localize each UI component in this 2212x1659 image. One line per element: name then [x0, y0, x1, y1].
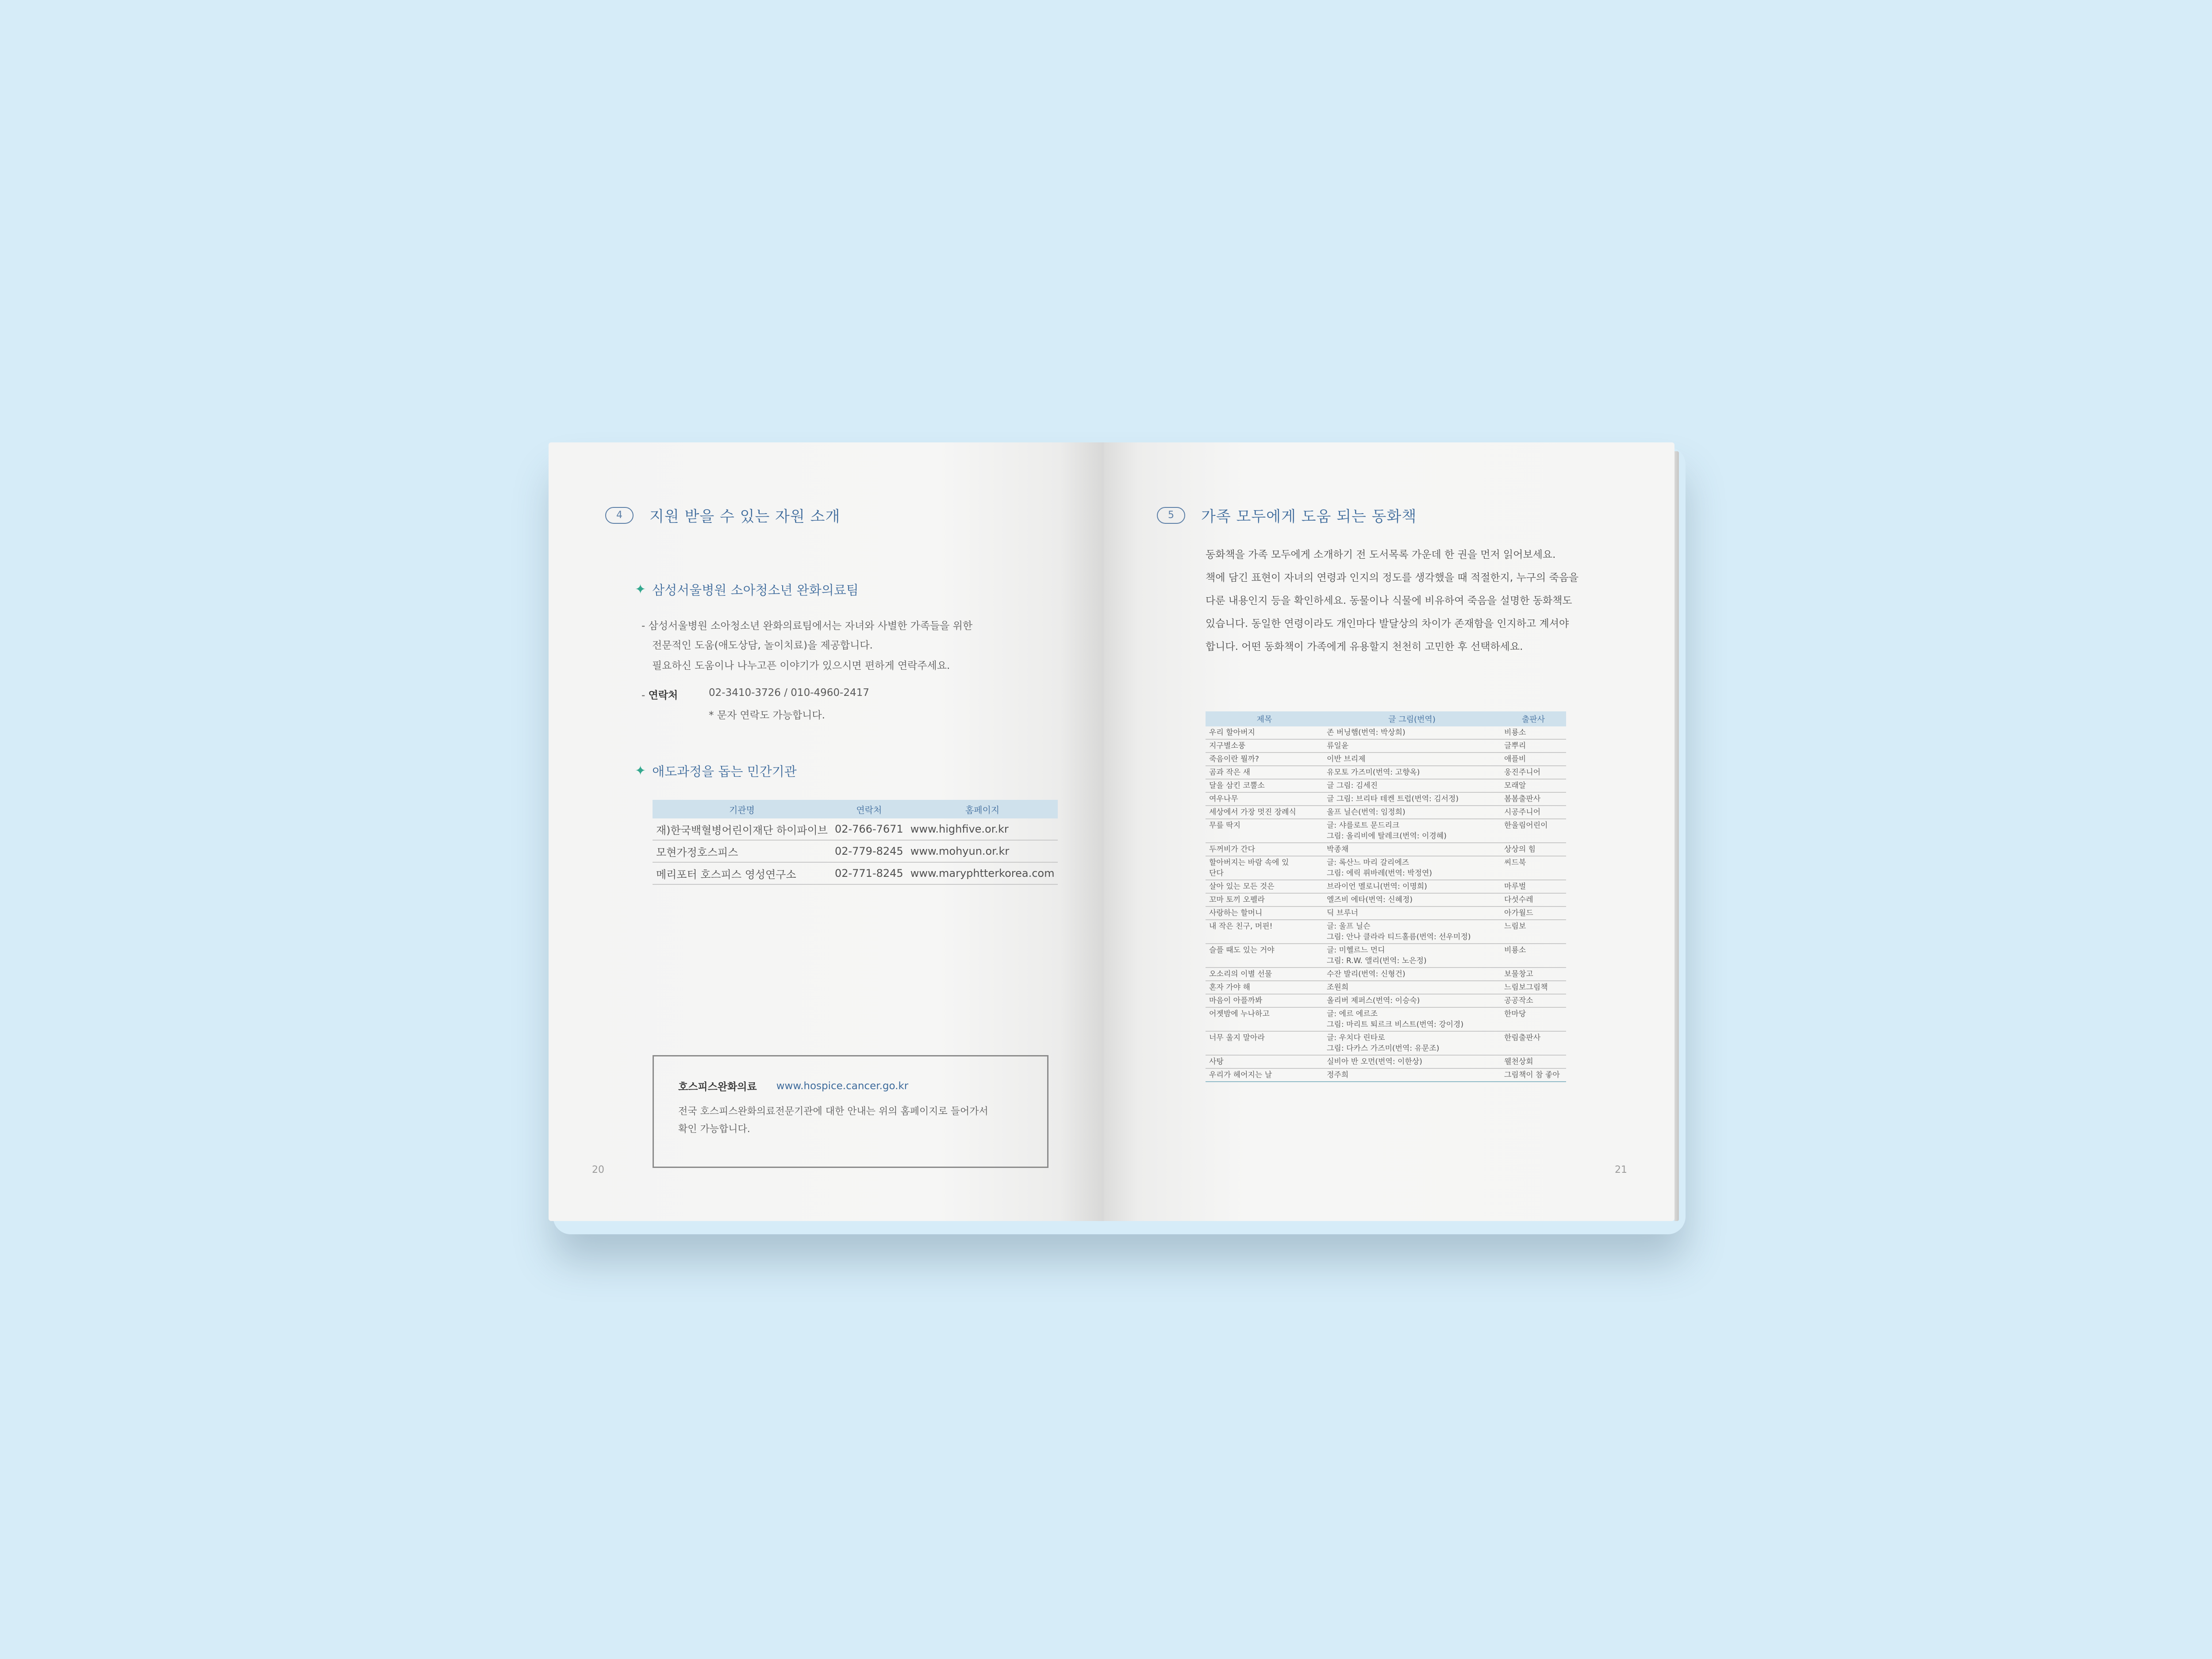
column-header: 출판사 [1501, 711, 1566, 726]
book-author: 존 버닝햄(번역: 박상희) [1323, 726, 1501, 739]
book-author: 실비아 반 오먼(번역: 이한상) [1323, 1055, 1501, 1068]
section-title: 가족 모두에게 도움 되는 동화책 [1201, 508, 1417, 526]
subsection-title: 애도과정을 돕는 민간기관 [652, 764, 797, 779]
column-header: 기관명 [653, 800, 831, 818]
plus-icon: ✦ [635, 582, 646, 597]
table-row [1206, 920, 1566, 944]
book-author: 브라이언 멜로니(번역: 이명희) [1323, 880, 1501, 893]
description-line: 필요하신 도움이나 나누고픈 이야기가 있으시면 편하게 연락주세요. [652, 660, 950, 672]
book-title: 달을 삼킨 코뿔소 [1206, 779, 1323, 792]
book-author: 글: 우치다 린타로 그림: 다카스 가즈미(번역: 유문조) [1323, 1031, 1501, 1055]
intro-paragraph [1206, 543, 1613, 658]
book-title: 내 작은 친구, 머핀! [1206, 920, 1323, 944]
book-author: 울프 닐슨(번역: 임정희) [1323, 806, 1501, 819]
column-header: 글 그림(번역) [1323, 711, 1501, 726]
book-publisher: 시공주니어 [1501, 806, 1566, 819]
table-header-row [1206, 711, 1566, 726]
book-author: 딕 브루너 [1323, 906, 1501, 920]
book-publisher: 상상의 힘 [1501, 843, 1566, 856]
book-publisher: 한울림어린이 [1501, 819, 1566, 843]
dash: - [641, 690, 649, 701]
book-author: 글: 록산느 마리 갈리에즈 그림: 에릭 퓌바레(번역: 박정연) [1323, 856, 1501, 880]
book-title: 마음이 아플까봐 [1206, 994, 1323, 1007]
table-row [1206, 753, 1566, 766]
book-publisher: 느림보 [1501, 920, 1566, 944]
book-author: 수잔 발리(번역: 신형건) [1323, 968, 1501, 981]
hospice-info-box [653, 1055, 1048, 1168]
book-author: 이반 브리제 [1323, 753, 1501, 766]
table-row [1206, 981, 1566, 994]
agency-phone: 02-779-8245 [831, 840, 907, 862]
book-title: 어젯밤에 누나하고 [1206, 1007, 1323, 1031]
contact-note: * 문자 연락도 가능합니다. [709, 710, 825, 721]
intro-line: 다룬 내용인지 등을 확인하세요. 동물이나 식물에 비유하여 죽음을 설명한 동화책도 [1206, 595, 1572, 607]
intro-line: 동화책을 가족 모두에게 소개하기 전 도서목록 가운데 한 권을 먼저 읽어보세요. [1206, 549, 1556, 561]
description-line: 전문적인 도움(애도상담, 놀이치료)을 제공합니다. [652, 640, 873, 651]
book-publisher: 모래알 [1501, 779, 1566, 792]
book-title: 슬플 때도 있는 거야 [1206, 944, 1323, 968]
table-row [653, 818, 1058, 840]
book-author: 정주희 [1323, 1068, 1501, 1082]
book-title: 곰과 작은 새 [1206, 766, 1323, 779]
table-row [1206, 1031, 1566, 1055]
table-row [1206, 766, 1566, 779]
agency-website: www.mohyun.or.kr [907, 840, 1058, 862]
book-publisher: 공공작소 [1501, 994, 1566, 1007]
section-4-header [605, 504, 840, 526]
table-row [1206, 880, 1566, 893]
books-table-body [1206, 726, 1566, 1082]
book-author: 박종채 [1323, 843, 1501, 856]
book-title: 우리가 헤어지는 날 [1206, 1068, 1323, 1082]
book-publisher: 웅진주니어 [1501, 766, 1566, 779]
description-line: - 삼성서울병원 소아청소년 완화의료팀에서는 자녀와 사별한 가족들을 위한 [641, 620, 973, 632]
book-author: 글: 울프 닐슨 그림: 안나 클라라 티드홀름(번역: 선우미정) [1323, 920, 1501, 944]
agency-name: 재)한국백혈병어린이재단 하이파이브 [653, 818, 831, 840]
intro-line: 합니다. 어떤 동화책이 가족에게 유용할지 천천히 고민한 후 선택하세요. [1206, 641, 1523, 653]
book-title: 꼬마 토끼 오펠라 [1206, 893, 1323, 906]
book-publisher: 느림보그림책 [1501, 981, 1566, 994]
book-author: 글: 에르 에르조 그림: 마리트 퇴르크 비스트(번역: 강이경) [1323, 1007, 1501, 1031]
info-box-description [678, 1103, 1023, 1138]
book-publisher: 다섯수레 [1501, 893, 1566, 906]
books-table [1206, 711, 1566, 1082]
column-header: 연락처 [831, 800, 907, 818]
book-title: 혼자 가야 해 [1206, 981, 1323, 994]
contact-label: 연락처 [648, 690, 678, 701]
section-title: 지원 받을 수 있는 자원 소개 [649, 508, 841, 526]
table-row [1206, 856, 1566, 880]
table-row [1206, 1068, 1566, 1082]
book-publisher: 글뿌리 [1501, 739, 1566, 753]
table-row [1206, 843, 1566, 856]
book-title: 지구별소풍 [1206, 739, 1323, 753]
intro-line: 책에 담긴 표현이 자녀의 연령과 인지의 정도를 생각했을 때 적절한지, 누구의 죽음을 [1206, 572, 1579, 584]
agencies-table [653, 800, 1058, 885]
table-row [1206, 994, 1566, 1007]
book-title: 사탕 [1206, 1055, 1323, 1068]
agency-phone: 02-771-8245 [831, 862, 907, 884]
section-number-badge: 5 [1157, 507, 1185, 524]
section-number-badge: 4 [605, 507, 634, 524]
book-publisher: 그림책이 참 좋아 [1501, 1068, 1566, 1082]
book-author: 글 그림: 브리타 테켄 트럽(번역: 김서정) [1323, 792, 1501, 806]
subsection-agencies-header [635, 762, 797, 780]
page-number: 21 [1615, 1164, 1627, 1175]
column-header: 홈페이지 [907, 800, 1058, 818]
book-author: 조원희 [1323, 981, 1501, 994]
plus-icon: ✦ [635, 763, 646, 779]
hospice-url: www.hospice.cancer.go.kr [776, 1080, 909, 1092]
book-title: 오소리의 이별 선물 [1206, 968, 1323, 981]
book-title: 두꺼비가 간다 [1206, 843, 1323, 856]
book-publisher: 한마당 [1501, 1007, 1566, 1031]
agency-website: www.highfive.or.kr [907, 818, 1058, 840]
book-title: 여우나무 [1206, 792, 1323, 806]
info-desc-line: 전국 호스피스완화의료전문기관에 대한 안내는 위의 홈페이지로 들어가서 [678, 1106, 988, 1117]
table-row [1206, 1055, 1566, 1068]
page-edge [1674, 451, 1679, 1221]
book-publisher: 비룡소 [1501, 726, 1566, 739]
table-header-row [653, 800, 1058, 818]
book-publisher: 웰천상회 [1501, 1055, 1566, 1068]
book-publisher: 봄봄출판사 [1501, 792, 1566, 806]
book-author: 엘즈비 에타(번역: 신혜정) [1323, 893, 1501, 906]
info-box-label: 호스피스완화의료 [678, 1081, 757, 1093]
book-title: 무릎 딱지 [1206, 819, 1323, 843]
book-publisher: 한림출판사 [1501, 1031, 1566, 1055]
table-row [1206, 739, 1566, 753]
book-title: 살아 있는 모든 것은 [1206, 880, 1323, 893]
table-row [1206, 1007, 1566, 1031]
section-5-header [1157, 504, 1417, 526]
book-publisher: 씨드북 [1501, 856, 1566, 880]
table-row [1206, 968, 1566, 981]
book-publisher: 마루벌 [1501, 880, 1566, 893]
page-number: 20 [592, 1164, 604, 1175]
book-author: 올리버 제퍼스(번역: 이승숙) [1323, 994, 1501, 1007]
book-title: 너무 울지 말아라 [1206, 1031, 1323, 1055]
table-row [1206, 779, 1566, 792]
agency-name: 메리포터 호스피스 영성연구소 [653, 862, 831, 884]
book-publisher: 애플비 [1501, 753, 1566, 766]
contact-row [641, 687, 678, 702]
book-publisher: 아가월드 [1501, 906, 1566, 920]
book-publisher: 비룡소 [1501, 944, 1566, 968]
table-row [1206, 726, 1566, 739]
book-author: 류일윤 [1323, 739, 1501, 753]
book-title: 세상에서 가장 멋진 장례식 [1206, 806, 1323, 819]
info-desc-line: 확인 가능합니다. [678, 1124, 750, 1135]
contact-value: 02-3410-3726 / 010-4960-2417 [709, 687, 869, 699]
book-title: 우리 할아버지 [1206, 726, 1323, 739]
table-row [1206, 893, 1566, 906]
info-box-header [678, 1079, 1023, 1093]
agency-website: www.maryphtterkorea.com [907, 862, 1058, 884]
book-title: 사랑하는 할머니 [1206, 906, 1323, 920]
column-header: 제목 [1206, 711, 1323, 726]
agency-phone: 02-766-7671 [831, 818, 907, 840]
subsection-samsung-header [635, 580, 859, 599]
table-row [1206, 806, 1566, 819]
book-author: 글: 미헬르느 먼디 그림: R.W. 앨리(번역: 노은정) [1323, 944, 1501, 968]
table-row [653, 840, 1058, 862]
intro-line: 있습니다. 동일한 연령이라도 개인마다 발달상의 차이가 존재함을 인지하고 계셔야 [1206, 618, 1569, 630]
table-row [653, 862, 1058, 884]
book-author: 유모토 가즈미(번역: 고향옥) [1323, 766, 1501, 779]
subsection-title: 삼성서울병원 소아청소년 완화의료팀 [652, 583, 859, 598]
table-row [1206, 906, 1566, 920]
table-row [1206, 944, 1566, 968]
book-author: 글 그림: 김세진 [1323, 779, 1501, 792]
agency-name: 모현가정호스피스 [653, 840, 831, 862]
book-title: 죽음이란 뭘까? [1206, 753, 1323, 766]
table-row [1206, 819, 1566, 843]
book-title: 할아버지는 바람 속에 있 단다 [1206, 856, 1323, 880]
book-author: 글: 샤를로트 문드리크 그림: 올리비에 탈레크(번역: 이경혜) [1323, 819, 1501, 843]
table-row [1206, 792, 1566, 806]
book-publisher: 보물창고 [1501, 968, 1566, 981]
